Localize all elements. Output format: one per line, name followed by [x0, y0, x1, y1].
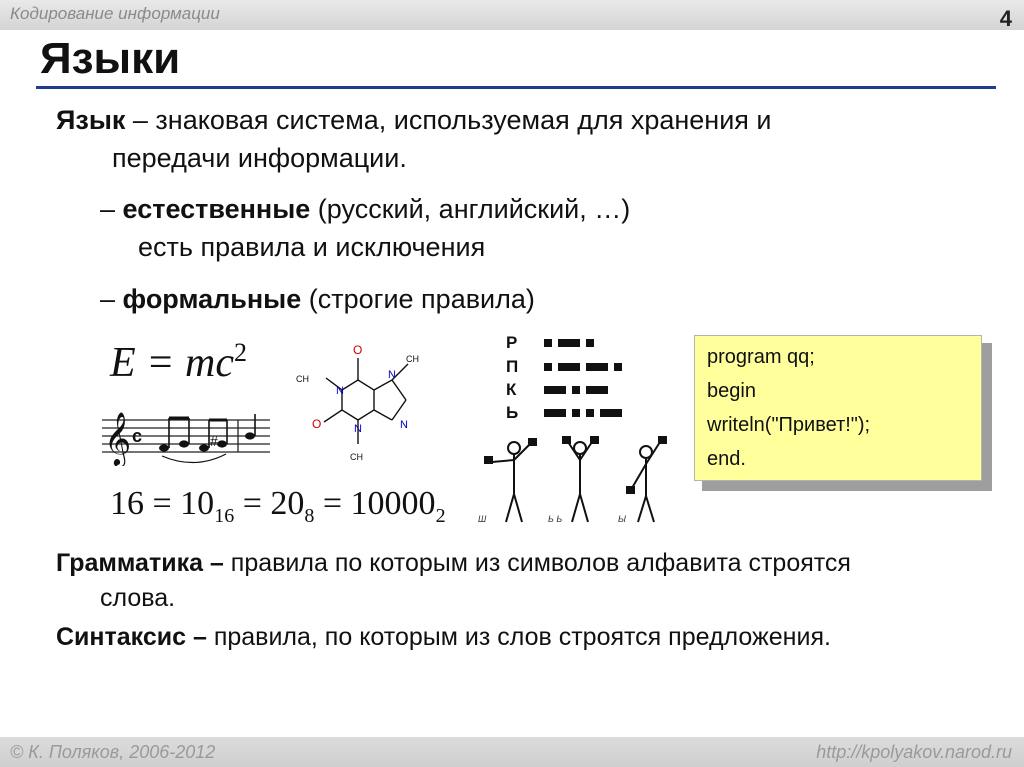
bullet-dash: –	[100, 194, 116, 224]
number-bases	[110, 485, 446, 528]
bullet-dash: –	[100, 284, 116, 314]
definition	[56, 101, 996, 177]
atom-o-top: O	[353, 343, 363, 357]
definition-term: Язык	[56, 105, 126, 135]
methyl-3: CH	[350, 452, 363, 462]
bullet-term-formal: формальные	[122, 284, 302, 314]
number-binary: = 10000	[314, 485, 436, 522]
site-link[interactable]: http://kpolyakov.narod.ru	[816, 742, 1012, 762]
grammar-text-1: правила по которым из символов алфавита строятся	[223, 549, 851, 577]
code-line: program qq;	[707, 346, 815, 368]
atom-n-3: N	[388, 369, 396, 381]
morse-code-image	[504, 330, 644, 422]
semaphore-label-2: Ь Ь	[548, 514, 563, 524]
morse-letter-soft: Ь	[506, 403, 519, 422]
number-hex: = 10	[144, 485, 215, 522]
base-8: 8	[304, 504, 315, 527]
grammar-term: Грамматика –	[56, 549, 224, 577]
syntax-term: Синтаксис –	[56, 623, 207, 651]
footer-bar	[0, 737, 1024, 767]
base-16: 16	[214, 504, 235, 527]
morse-letter-k: К	[506, 380, 517, 399]
atom-n-1: N	[336, 385, 344, 397]
methyl-1: CH	[296, 374, 309, 384]
bullet-rest-formal: (строгие правила)	[301, 284, 535, 314]
bullet-natural	[100, 190, 980, 266]
svg-text:𝄞: 𝄞	[104, 412, 132, 464]
code-line: end.	[707, 448, 746, 470]
semaphore-image	[476, 436, 682, 528]
grammar-definition	[56, 546, 996, 616]
morse-letter-r: Р	[506, 333, 518, 352]
formula-rhs: = mc	[135, 340, 234, 386]
music-staff-image	[100, 408, 272, 466]
semaphore-label-3: Ы	[618, 514, 626, 524]
svg-text:c: c	[132, 426, 143, 446]
definition-text-1: – знаковая система, используемая для хранения и	[125, 105, 772, 135]
atom-n-4: N	[400, 419, 408, 431]
bullet-rest-natural: (русский, английский, …)	[310, 194, 631, 224]
morse-letter-p: П	[506, 357, 519, 376]
atom-o-left: O	[312, 417, 322, 431]
methyl-2: CH	[406, 354, 419, 364]
atom-n-2: N	[354, 423, 362, 435]
number-16: 16	[110, 485, 144, 522]
copyright-text: © К. Поляков, 2006-2012	[10, 742, 216, 762]
base-2: 2	[435, 504, 446, 527]
formula-emc2	[110, 338, 247, 387]
bullet-formal	[100, 280, 535, 318]
slide-number: 4	[999, 6, 1012, 31]
bullet-term-natural: естественные	[122, 194, 311, 224]
definition-text-2: передачи информации.	[112, 143, 407, 173]
header-bar	[0, 0, 1024, 30]
semaphore-label-1: Ш	[478, 514, 487, 524]
caffeine-molecule-image	[296, 340, 444, 466]
code-line: begin	[707, 380, 756, 402]
grammar-text-2: слова.	[100, 584, 176, 612]
code-box	[694, 335, 982, 481]
number-octal: = 20	[234, 485, 305, 522]
svg-text:#: #	[210, 433, 218, 449]
syntax-text: правила, по которым из слов строятся предложения.	[206, 623, 831, 651]
syntax-definition	[56, 620, 831, 655]
formula-lhs: E	[110, 340, 136, 386]
code-line: writeln("Привет!");	[707, 414, 871, 436]
topic-label: Кодирование информации	[10, 4, 220, 23]
title-divider	[36, 86, 996, 89]
page-title: Языки	[40, 34, 181, 83]
formula-power: 2	[233, 338, 247, 367]
bullet-line2-natural: есть правила и исключения	[138, 232, 486, 262]
